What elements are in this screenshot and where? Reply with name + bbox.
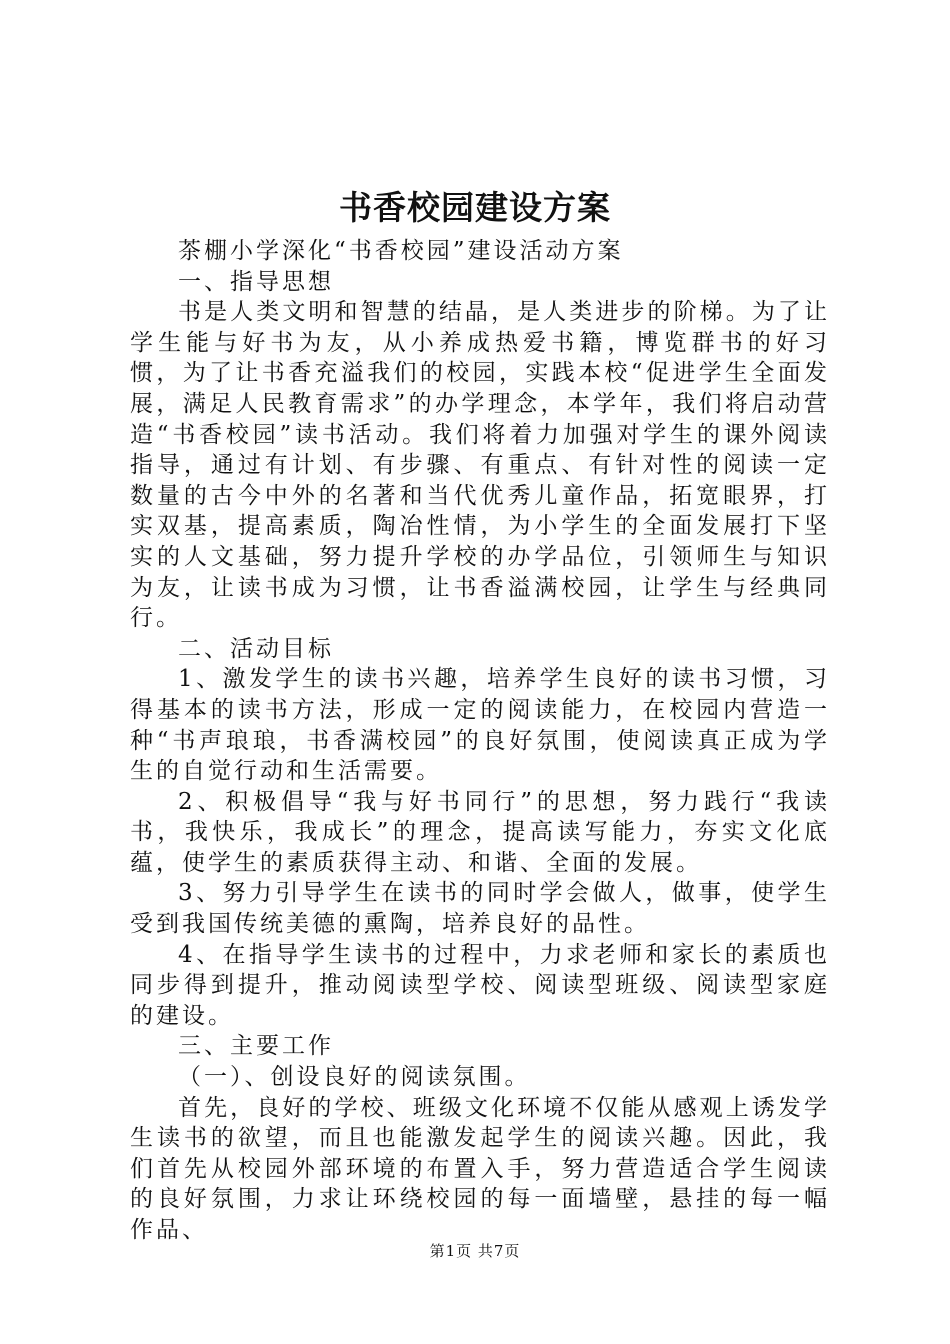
body-paragraph: 2、积极倡导“我与好书同行”的思想，努力践行“我读书，我快乐，我成长”的理念，提高读写能力，夯实文化底蕴，使学生的素质获得主动、和谐、全面的发展。	[130, 788, 830, 876]
subtitle-paragraph: 茶棚小学深化“书香校园”建设活动方案	[178, 238, 624, 264]
document-title: 书香校园建设方案	[339, 188, 611, 227]
document-body	[130, 236, 830, 1246]
section-heading: 二、活动目标	[178, 635, 334, 662]
body-paragraph: 3、努力引导学生在读书的同时学会做人，做事，使学生受到我国传统美德的熏陶，培养良好的品性。	[130, 880, 830, 938]
body-paragraph: 书是人类文明和智慧的结晶，是人类进步的阶梯。为了让学生能与好书为友，从小养成热爱书籍，博览群书的好习惯，为了让书香充溢我们的校园，实践本校“促进学生全面发展，满足人民教育需求”的办学理念，本学年，我们将启动营造“书香校园”读书活动。我们将着力加强对学生的课外阅读指导，通过有计划、有步骤、有重点、有针对性的阅读一定数量的古今中外的名著和当代优秀儿童作品，拓宽眼界，打实双基，提高素质，陶冶性情，为小学生的全面发展打下坚实的人文基础，努力提升学校的办学品位，引领师生与知识为友，让读书成为习惯，让书香溢满校园，让学生与经典同行。	[130, 299, 830, 632]
body-paragraph: 4、在指导学生读书的过程中，力求老师和家长的素质也同步得到提升，推动阅读型学校、阅读型班级、阅读型家庭的建设。	[130, 941, 830, 1029]
subsection-heading: （一）、创设良好的阅读氛围。	[178, 1064, 531, 1091]
page-number-footer: 第1页 共7页	[429, 1242, 521, 1260]
section-heading: 一、指导思想	[178, 268, 334, 295]
body-paragraph: 1、激发学生的读书兴趣，培养学生良好的读书习惯，习得基本的读书方法，形成一定的阅读能力，在校园内营造一种“书声琅琅，书香满校园”的良好氛围，使阅读真正成为学生的自觉行动和生活需要。	[130, 666, 830, 785]
body-paragraph: 首先，良好的学校、班级文化环境不仅能从感观上诱发学生读书的欲望，而且也能激发起学生的阅读兴趣。因此，我们首先从校园外部环境的布置入手，努力营造适合学生阅读的良好氛围，力求让环绕校园的每一面墙壁，悬挂的每一幅作品、	[130, 1094, 830, 1243]
section-heading: 三、主要工作	[178, 1033, 334, 1060]
